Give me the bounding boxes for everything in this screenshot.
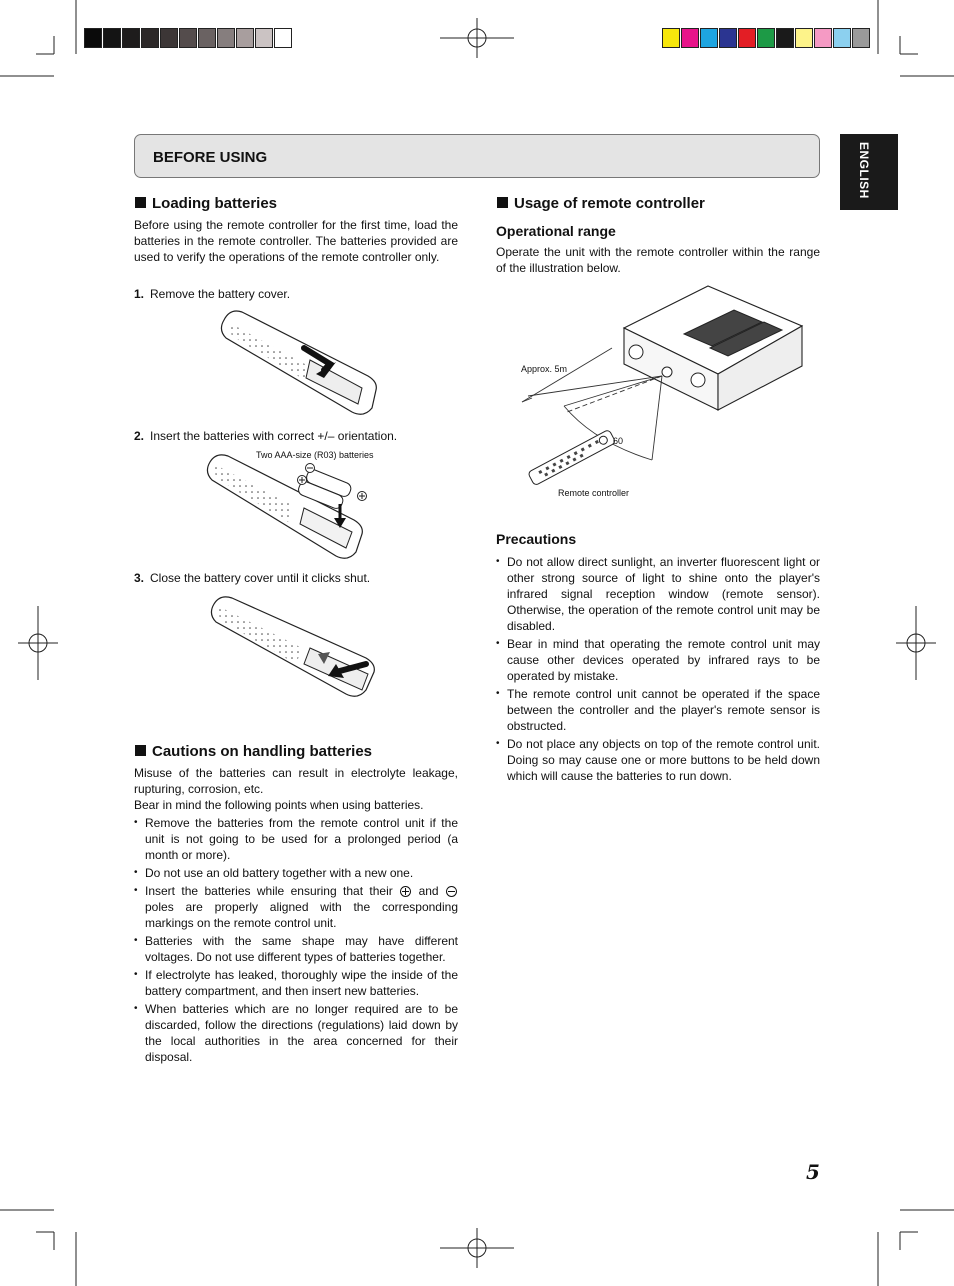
color-swatch [103, 28, 121, 48]
list-item: • Do not use an old battery together with a new one. [134, 865, 458, 881]
color-swatch [681, 28, 699, 48]
battery-type-label: Two AAA-size (R03) batteries [256, 450, 374, 460]
insert-batteries-illustration [202, 448, 378, 564]
color-swatch [719, 28, 737, 48]
color-swatch [84, 28, 102, 48]
operational-range-text: Operate the unit with the remote controller within the range of the illustration below. [496, 245, 820, 275]
color-swatch [160, 28, 178, 48]
minus-pole-icon [446, 886, 457, 897]
color-swatch [700, 28, 718, 48]
square-bullet-icon [497, 197, 508, 208]
color-swatch [179, 28, 197, 48]
step-2: 2. Insert the batteries with correct +/– orientation. [134, 429, 398, 443]
operational-range-heading: Operational range [496, 223, 616, 239]
close-cover-illustration [206, 590, 386, 702]
cautions-intro-2: Bear in mind the following points when using batteries. [134, 798, 424, 812]
language-tab [840, 134, 898, 210]
remote-controller-label: Remote controller [558, 488, 630, 498]
square-bullet-icon [135, 745, 146, 756]
list-item: • Insert the batteries while ensuring that their and poles are properly aligned with the corresponding markings on the remote control unit. [134, 883, 458, 931]
color-swatch [662, 28, 680, 48]
distance-label: Approx. 5m [521, 364, 568, 374]
color-swatch [738, 28, 756, 48]
section-title: BEFORE USING [153, 149, 268, 166]
square-bullet-icon [135, 197, 146, 208]
list-item: • Bear in mind that operating the remote control unit may cause other devices operated by infrared rays to be operated by mistake. [496, 636, 820, 684]
color-swatch [236, 28, 254, 48]
plus-pole-icon [400, 886, 411, 897]
list-item: • When batteries which are no longer required are to be discarded, follow the directions (regulations) laid down by the local authorities in the area concerned for their disposal. [134, 1001, 458, 1065]
color-swatch [255, 28, 273, 48]
language-label: ENGLISH [857, 142, 871, 199]
list-item: • Batteries with the same shape may have different voltages. Do not use different types of batteries together. [134, 933, 458, 965]
cautions-intro-1: Misuse of the batteries can result in electrolyte leakage, rupturing, corrosion, etc. [134, 766, 458, 796]
cautions-list [134, 815, 458, 1067]
color-swatch [274, 28, 292, 48]
list-item: • Do not place any objects on top of the remote control unit. Doing so may cause one or more buttons to be held down which will cause the batteries to run down. [496, 736, 820, 784]
precautions-list [496, 554, 820, 786]
color-swatch [757, 28, 775, 48]
usage-heading: Usage of remote controller [497, 195, 705, 212]
color-swatch [141, 28, 159, 48]
angle-label: 60 [613, 436, 624, 446]
color-swatch [122, 28, 140, 48]
operational-range-diagram [512, 282, 804, 502]
color-swatch [795, 28, 813, 48]
color-swatch [217, 28, 235, 48]
section-header [134, 134, 820, 178]
color-swatch [852, 28, 870, 48]
loading-batteries-heading: Loading batteries [135, 195, 277, 212]
remove-cover-illustration [212, 308, 382, 418]
color-swatch [833, 28, 851, 48]
step-3: 3. Close the battery cover until it clicks shut. [134, 571, 371, 585]
precautions-heading: Precautions [496, 531, 577, 547]
color-swatch [814, 28, 832, 48]
list-item: • If electrolyte has leaked, thoroughly wipe the inside of the battery compartment, and then insert new batteries. [134, 967, 458, 999]
color-swatch [198, 28, 216, 48]
cautions-heading: Cautions on handling batteries [135, 743, 372, 760]
list-item: • The remote control unit cannot be operated if the space between the controller and the player's remote sensor is obstructed. [496, 686, 820, 734]
page-number: 5 [806, 1160, 820, 1184]
color-swatch [776, 28, 794, 48]
list-item: • Remove the batteries from the remote control unit if the unit is not going to be used for a prolonged period (a month or more). [134, 815, 458, 863]
loading-intro: Before using the remote controller for the first time, load the batteries in the remote controller. The batteries provided are used to verify the operations of the remote controller only. [134, 218, 458, 264]
step-1: 1. Remove the battery cover. [134, 287, 291, 301]
list-item: • Do not allow direct sunlight, an inverter fluorescent light or other strong source of light to shine onto the player's infrared signal reception window (remote sensor). Otherwise, the operation of the remote control unit may be disabled. [496, 554, 820, 634]
